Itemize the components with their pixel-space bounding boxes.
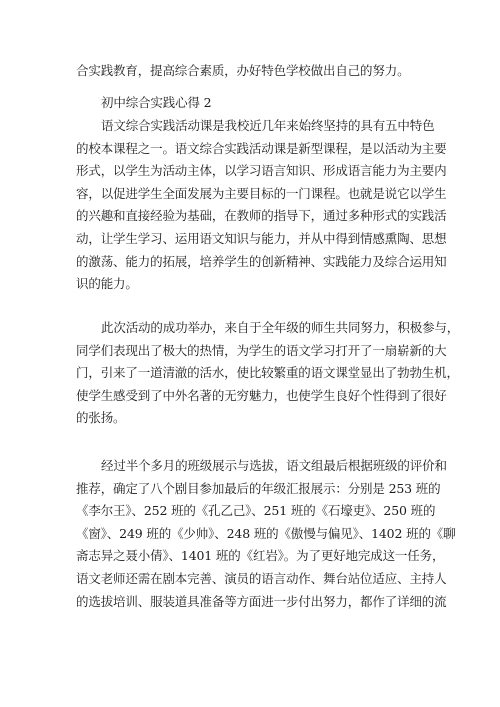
paragraph-line: 动，让学生学习、运用语文知识与能力，并从中得到情感熏陶、思想 bbox=[76, 230, 447, 246]
paragraph-line: 形式，以学生为活动主体，以学习语言知识、形成语言能力为主要内 bbox=[76, 163, 447, 179]
paragraph-line: 《窗》、249 班的《少帅》、248 班的《傲慢与偏见》、1402 班的《聊 bbox=[76, 525, 456, 541]
paragraph-line: 语文综合实践活动课是我校近几年来始终坚持的具有五中特色 bbox=[101, 118, 435, 133]
paragraph-3 bbox=[76, 455, 456, 613]
paragraph-2 bbox=[76, 317, 460, 430]
paragraph-line: 的张扬。 bbox=[76, 410, 126, 426]
paragraph-line: 同学们表现出了极大的热情，为学生的语文学习打开了一扇崭新的大 bbox=[76, 342, 447, 358]
paragraph-line: 门，引来了一道清澈的活水，使比较繁重的语文课堂显出了勃勃生机， bbox=[76, 365, 459, 381]
paragraph-line: 的校本课程之一。语文综合实践活动课是新型课程，是以活动为主要 bbox=[76, 140, 447, 156]
paragraph-line: 识的能力。 bbox=[76, 276, 138, 292]
paragraph-line: 斋志异之聂小倩》、1401 班的《红岩》。为了更好地完成这一任务， bbox=[76, 548, 445, 564]
paragraph-line: 语文老师还需在剧本完善、演员的语言动作、舞台站位适应、主持人 bbox=[76, 570, 447, 586]
paragraph-line: 经过半个多月的班级展示与选拔，语文组最后根据班级的评价和 bbox=[101, 458, 447, 473]
paragraph-1 bbox=[76, 115, 447, 296]
intro-line: 合实践教育，提高综合素质，办好特色学校做出自己的努力。 bbox=[76, 63, 410, 78]
paragraph-line: 容，以促进学生全面发展为主要目标的一门课程。也就是说它以学生 bbox=[76, 185, 447, 201]
paragraph-line: 此次活动的成功举办，来自于全年级的师生共同努力，积极参与， bbox=[101, 320, 460, 335]
section-heading: 初中综合实践心得 2 bbox=[101, 95, 212, 110]
paragraph-line: 推荐，确定了八个剧目参加最后的年级汇报展示：分别是 253 班的 bbox=[76, 480, 441, 496]
paragraph-line: 的兴趣和直接经验为基础，在教师的指导下，通过多种形式的实践活 bbox=[76, 208, 447, 224]
paragraph-line: 的选拔培训、服装道具准备等方面进一步付出努力，都作了详细的流 bbox=[76, 593, 447, 609]
intro-text bbox=[76, 60, 428, 83]
paragraph-line: 使学生感受到了中外名著的无穷魅力，也使学生良好个性得到了很好 bbox=[76, 387, 447, 403]
paragraph-line: 《李尔王》、252 班的《孔乙己》、251 班的《石壕吏》、250 班的 bbox=[76, 503, 436, 519]
section-heading-block bbox=[76, 92, 428, 115]
paragraph-line: 的激荡、能力的拓展，培养学生的创新精神、实践能力及综合运用知 bbox=[76, 253, 447, 269]
